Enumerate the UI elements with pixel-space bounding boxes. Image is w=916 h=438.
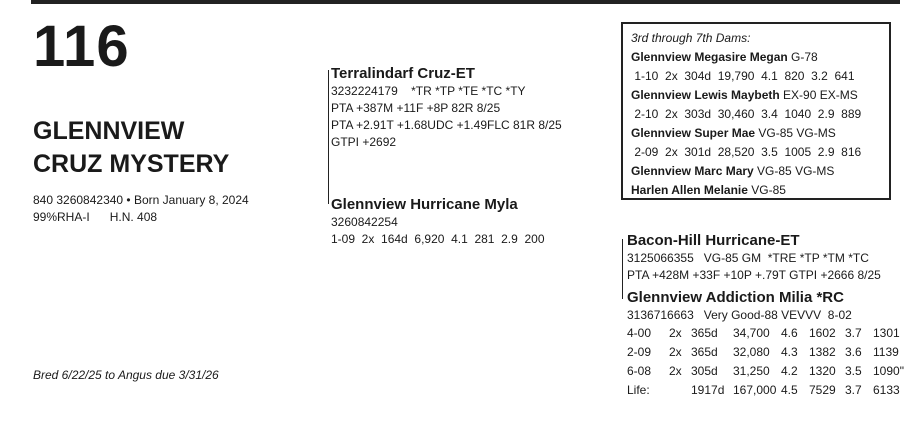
dam-record: 1-09 2x 164d 6,920 4.1 281 2.9 200 [331,232,545,246]
maternal-sire-block [627,231,881,284]
record-milk: 32,080 [733,345,770,359]
dam-block [331,195,545,248]
ancestor-dam-row [631,181,889,200]
ancestor-dam-row [631,143,889,162]
record-fat-pct: 4.5 [781,383,798,397]
maternal-sire-pta-line: PTA +428M +33F +10P +.79T GTPI +2666 8/25 [627,268,881,282]
record-protein: 1301 [873,326,900,340]
animal-name-line2: CRUZ MYSTERY [33,150,230,178]
sire-bracket-line [328,70,329,204]
ancestor-dam-name: Glennview Super Mae [631,126,756,140]
sire-gtpi-line: GTPI +2692 [331,135,397,149]
ancestor-dam-detail: VG-85 [747,183,786,197]
record-age: 6-08 [627,364,652,378]
record-milk: 31,250 [733,364,770,378]
sire-block [331,64,562,151]
animal-rha-hn: 99%RHA-I H.N. 408 [33,210,158,224]
animal-name-line1: GLENNVIEW [33,117,185,145]
record-protein-pct: 3.6 [845,345,862,359]
ancestor-dam-row [631,124,889,143]
dam-name: Glennview Hurricane Myla [331,196,518,213]
ancestor-dam-row [631,105,889,124]
record-milk: 167,000 [733,383,777,397]
record-protein: 6133 [873,383,900,397]
record-fat: 1382 [809,345,836,359]
record-protein: 1139 [873,345,899,359]
production-record-row [627,362,913,381]
record-age: 2-09 [627,345,652,359]
record-protein-pct: 3.7 [845,326,862,340]
record-milkings: 2x [669,326,682,340]
ancestor-dam-name: Glennview Lewis Maybeth [631,88,780,102]
animal-name [33,115,229,181]
dam-reg: 3260842254 [331,215,398,229]
ancestor-dam-detail: VG-85 VG-MS [753,164,835,178]
animal-id-block [33,192,249,226]
production-record-row [627,343,913,362]
ancestor-dam-row [631,48,889,67]
ancestor-dam-detail: G-78 [787,50,818,64]
ancestor-dams-box [621,22,891,200]
record-age: Life: [627,383,650,397]
record-fat-pct: 4.3 [781,345,798,359]
record-age: 4-00 [627,326,652,340]
maternal-sire-name: Bacon-Hill Hurricane-ET [627,232,800,249]
production-record-row [627,381,913,400]
sire-reg-line: 3232224179 *TR *TP *TE *TC *TY [331,84,526,98]
record-protein-pct: 3.5 [845,364,862,378]
ancestor-dam-detail: EX-90 EX-MS [779,88,858,102]
maternal-dam-reg: 3136716663 Very Good-88 VEVVV 8-02 [627,308,852,322]
maternal-dam-block [627,288,913,400]
record-milkings: 2x [669,364,682,378]
ancestor-dam-name: Glennview Megasire Megan [631,50,788,64]
ancestor-dams-title: 3rd through 7th Dams: [631,31,751,45]
record-fat: 1602 [809,326,836,340]
ancestor-dam-detail: VG-85 VG-MS [755,126,836,140]
record-days: 1917d [691,383,725,397]
ancestor-dam-name: Glennview Marc Mary [631,164,754,178]
record-fat: 1320 [809,364,836,378]
maternal-sire-bracket-line [622,239,623,299]
record-protein-pct: 3.7 [845,383,862,397]
maternal-sire-reg-line: 3125066355 VG-85 GM *TRE *TP *TM *TC [627,251,869,265]
ancestor-dam-row [631,67,889,86]
record-protein: 1090" [873,364,904,378]
top-rule [31,0,900,4]
ancestor-dam-row [631,86,889,105]
maternal-dam-name: Glennview Addiction Milia *RC [627,289,844,306]
record-milk: 34,700 [733,326,770,340]
sire-pta-line: PTA +387M +11F +8P 82R 8/25 [331,101,501,115]
record-milkings: 2x [669,345,682,359]
record-milkings [669,381,691,400]
record-fat: 7529 [809,383,836,397]
lot-number: 116 [33,14,130,79]
animal-id-born: 840 3260842340 • Born January 8, 2024 [33,193,249,207]
production-record-row [627,324,913,343]
record-days: 305d [691,364,718,378]
record-days: 365d [691,345,718,359]
bred-note: Bred 6/22/25 to Angus due 3/31/26 [33,368,219,382]
record-fat-pct: 4.2 [781,364,798,378]
ancestor-dam-detail: 2-10 2x 303d 30,460 3.4 1040 2.9 889 [631,107,862,121]
sire-pta-type-line: PTA +2.91T +1.68UDC +1.49FLC 81R 8/25 [331,118,562,132]
record-days: 365d [691,326,718,340]
ancestor-dam-detail: 1-10 2x 304d 19,790 4.1 820 3.2 641 [631,69,855,83]
record-fat-pct: 4.6 [781,326,798,340]
ancestor-dam-detail: 2-09 2x 301d 28,520 3.5 1005 2.9 816 [631,145,862,159]
ancestor-dam-row [631,162,889,181]
sire-name: Terralindarf Cruz-ET [331,65,475,82]
ancestor-dam-name: Harlen Allen Melanie [631,183,748,197]
